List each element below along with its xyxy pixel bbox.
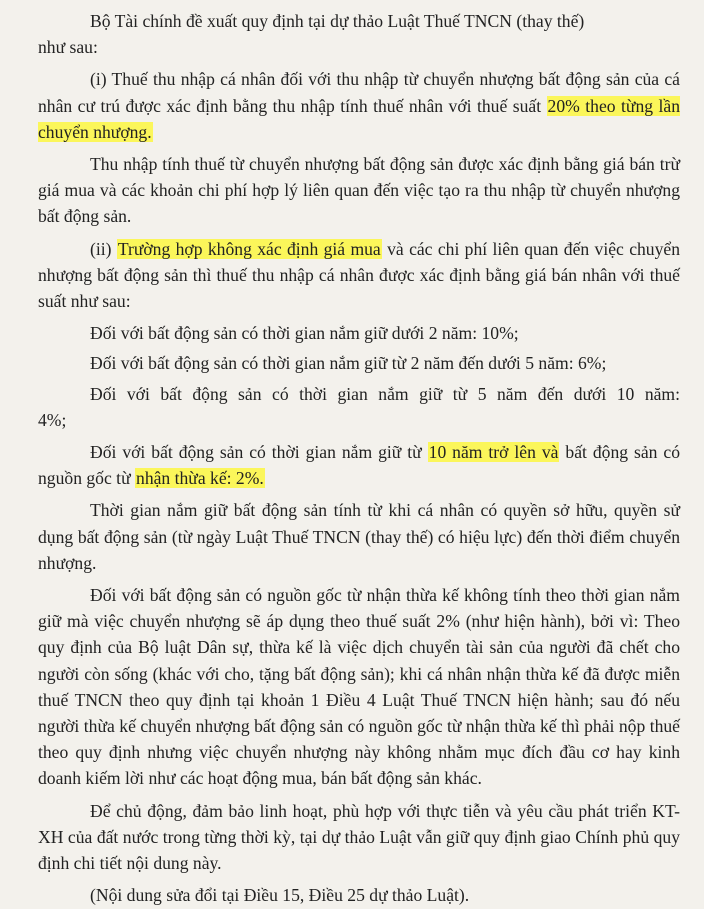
item-ii-rest: và các chi phí liên quan đến việc chuyển nhượng bất động sản thì thuế thu nhập cá nhân được xác định bằng giá bán nhân với thuế suất như sau: — [38, 238, 681, 312]
highlight-no-purchase-price: Trường hợp không xác định giá mua — [117, 238, 381, 259]
rate-over-10-prefix: Đối với bất động sản có thời gian nắm giữ từ — [90, 442, 422, 463]
inheritance-text: Đối với bất động sản có nguồn gốc từ nhận thừa kế không tính theo thời gian nắm giữ mà việc chuyển nhượng sẽ áp dụng theo thuế suất 2% (như hiện hành), bởi vì: Theo quy định của Bộ luật Dân sự, thừa kế là việc dịch chuyển tài sản của người đã chết cho người còn sống (khác với cho, tặng bất động sản); khi cá nhân nhận thừa kế đã được miễn thuế TNCN theo quy định tại khoản 1 Điều 4 Luật Thuế TNCN hiện hành; sau đó nếu người thừa kế chuyển nhượng bất động sản có nguồn gốc từ nhận thừa kế thì phải nộp thuế theo quy định nhưng việc chuyển nhượng này không nhằm mục đích đầu cơ hay kinh doanh kiếm lời như các hoạt động mua, bán bất động sản khác. — [38, 585, 680, 789]
rate-over-10-mid: bất động sản có nguồn gốc từ — [38, 442, 680, 489]
rate-5-to-10-value: 4%; — [38, 409, 67, 430]
item-ii-prefix: (ii) — [90, 238, 112, 259]
highlight-20-percent: 20% theo từng lần chuyển nhượng. — [38, 95, 680, 142]
rate-2-to-5-years — [38, 350, 680, 376]
rate-5-to-10-value-paragraph — [38, 407, 680, 433]
inheritance-paragraph — [38, 582, 680, 792]
holding-time-text: Thời gian nắm giữ bất động sản tính từ khi cá nhân có quyền sở hữu, quyền sử dụng bất động sản (từ ngày Luật Thuế TNCN (thay thế) có hiệu lực) đến thời điểm chuyển nhượng. — [38, 500, 680, 573]
rate-5-to-10-years — [38, 381, 680, 407]
item-i-paragraph — [38, 66, 680, 145]
amendment-note — [38, 882, 680, 908]
highlight-inheritance: nhận thừa kế: 2%. — [136, 468, 264, 489]
rate-2-to-5-text: Đối với bất động sản có thời gian nắm giữ từ 2 năm đến dưới 5 năm: 6%; — [90, 353, 607, 374]
item-ii-paragraph — [38, 236, 680, 315]
amendment-note-text: (Nội dung sửa đổi tại Điều 15, Điều 25 dự thảo Luật). — [90, 885, 470, 906]
intro-line-1: Bộ Tài chính đề xuất quy định tại dự thảo Luật Thuế TNCN (thay thế) — [90, 11, 585, 31]
rate-over-10-years — [38, 439, 680, 491]
highlight-10-years: 10 năm trở lên và — [428, 442, 559, 463]
taxable-income-paragraph — [38, 151, 680, 230]
rate-5-to-10-text: Đối với bất động sản có thời gian nắm giữ từ 5 năm đến dưới 10 năm: — [90, 383, 680, 404]
flexibility-paragraph — [38, 798, 680, 877]
holding-time-paragraph — [38, 497, 680, 576]
intro-line-2: như sau: — [38, 37, 98, 58]
flexibility-text: Để chủ động, đảm bảo linh hoạt, phù hợp với thực tiễn và yêu cầu phát triển KT-XH của đất nước trong từng thời kỳ, tại dự thảo Luật vẫn giữ quy định giao Chính phủ quy định chi tiết nội dung này. — [38, 800, 680, 874]
taxable-income-text: Thu nhập tính thuế từ chuyển nhượng bất động sản được xác định bằng giá bán trừ giá mua và các khoản chi phí hợp lý liên quan đến việc tạo ra thu nhập từ chuyển nhượng bất động sản. — [38, 154, 680, 227]
intro-paragraph — [38, 8, 680, 34]
rate-under-2-text: Đối với bất động sản có thời gian nắm giữ dưới 2 năm: 10%; — [90, 323, 519, 344]
intro-line-2-paragraph — [38, 34, 680, 60]
item-i-text: (i) Thuế thu nhập cá nhân đối với thu nhập từ chuyển nhượng bất động sản của cá nhân cư trú được xác định bằng thu nhập tính thuế nhân với thuế suất — [38, 69, 680, 116]
rate-under-2-years — [38, 320, 680, 346]
